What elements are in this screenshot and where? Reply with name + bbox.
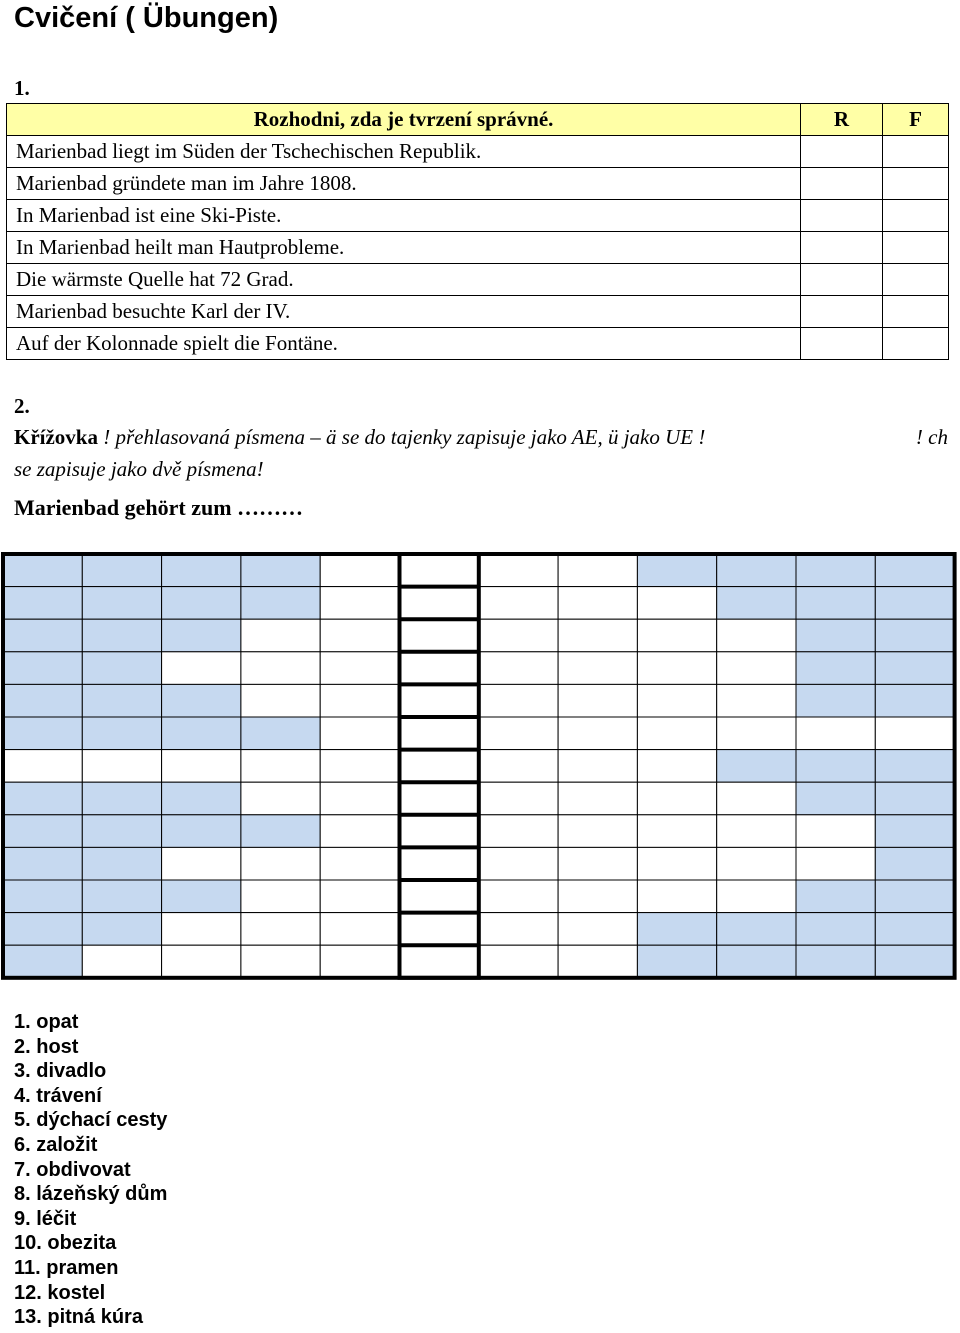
- statement: Marienbad besuchte Karl der IV.: [7, 296, 801, 328]
- crossword-cell[interactable]: [479, 587, 558, 620]
- table-row: [7, 200, 949, 232]
- crossword-cell[interactable]: [320, 619, 399, 652]
- crossword-cell[interactable]: [241, 619, 320, 652]
- crossword-cell[interactable]: [637, 684, 716, 717]
- crossword-cell[interactable]: [558, 782, 637, 815]
- statement: Die wärmste Quelle hat 72 Grad.: [7, 264, 801, 296]
- crossword-cell-shaded: [875, 945, 954, 978]
- clue-list: [14, 1010, 167, 1330]
- clue-item: 3. divadlo: [14, 1060, 107, 1083]
- crossword-cell-shaded: [3, 587, 82, 620]
- crossword-cell[interactable]: [558, 619, 637, 652]
- answer-cell-f[interactable]: [883, 232, 949, 264]
- clue-item: 12. kostel: [14, 1281, 106, 1304]
- instruction-two-letters-note: se zapisuje jako dvě písmena!: [14, 457, 264, 481]
- crossword-cell-shaded: [796, 619, 875, 652]
- answer-cell-f[interactable]: [883, 328, 949, 360]
- crossword-cell-shaded: [875, 652, 954, 685]
- crossword-cell-shaded: [241, 815, 320, 848]
- crossword-title: Křížovka: [14, 425, 98, 449]
- clue-item: 2. host: [14, 1035, 79, 1058]
- crossword-cell-shaded: [241, 587, 320, 620]
- crossword-cell[interactable]: [637, 880, 716, 913]
- crossword-cell-shaded: [241, 717, 320, 750]
- crossword-cell-shaded: [3, 880, 82, 913]
- crossword-cell[interactable]: [717, 619, 796, 652]
- crossword-cell[interactable]: [637, 847, 716, 880]
- table-row: [7, 264, 949, 296]
- crossword-cell-shaded: [875, 554, 954, 587]
- crossword-cell[interactable]: [320, 815, 399, 848]
- crossword-cell[interactable]: [717, 815, 796, 848]
- crossword-cell[interactable]: [796, 815, 875, 848]
- table-row: [7, 232, 949, 264]
- crossword-cell[interactable]: [558, 684, 637, 717]
- table-header-row: [7, 104, 949, 136]
- crossword-cell[interactable]: [637, 619, 716, 652]
- crossword-cell[interactable]: [241, 684, 320, 717]
- answer-cell-r[interactable]: [801, 296, 883, 328]
- crossword-cell-shaded: [3, 619, 82, 652]
- crossword-cell-shaded: [3, 652, 82, 685]
- crossword-cell[interactable]: [241, 913, 320, 946]
- crossword-cell-shaded: [162, 619, 241, 652]
- answer-cell-f[interactable]: [883, 264, 949, 296]
- crossword-cell[interactable]: [558, 717, 637, 750]
- clue-item: 4. trávení: [14, 1084, 102, 1107]
- clue-item: 11. pramen: [14, 1256, 119, 1279]
- exercise-1-number: 1.: [14, 76, 30, 100]
- crossword-cell-shaded: [637, 945, 716, 978]
- table-row: [7, 296, 949, 328]
- answer-cell-r[interactable]: [801, 168, 883, 200]
- crossword-cell[interactable]: [796, 717, 875, 750]
- crossword-cell-shaded: [3, 684, 82, 717]
- crossword-cell[interactable]: [400, 782, 479, 815]
- crossword-cell-shaded: [82, 847, 161, 880]
- crossword-cell[interactable]: [637, 652, 716, 685]
- answer-cell-f[interactable]: [883, 200, 949, 232]
- answer-cell-r[interactable]: [801, 136, 883, 168]
- statement: Marienbad liegt im Süden der Tschechischen Republik.: [7, 136, 801, 168]
- crossword-cell[interactable]: [400, 619, 479, 652]
- clue-item: 6. založit: [14, 1133, 98, 1156]
- crossword-cell-shaded: [875, 684, 954, 717]
- crossword-cell[interactable]: [479, 847, 558, 880]
- crossword-cell-shaded: [162, 554, 241, 587]
- crossword-cell[interactable]: [479, 750, 558, 783]
- exercise-2-number: 2.: [14, 394, 30, 418]
- crossword-cell[interactable]: [241, 652, 320, 685]
- crossword-cell[interactable]: [82, 750, 161, 783]
- crossword-cell-shaded: [3, 554, 82, 587]
- clue-item: 10. obezita: [14, 1232, 117, 1255]
- crossword-cell[interactable]: [3, 750, 82, 783]
- column-header-r: R: [801, 104, 883, 136]
- true-false-table: [6, 103, 949, 360]
- crossword-cell[interactable]: [162, 847, 241, 880]
- answer-cell-f[interactable]: [883, 296, 949, 328]
- crossword-cell[interactable]: [241, 880, 320, 913]
- crossword-cell[interactable]: [320, 684, 399, 717]
- statement: In Marienbad ist eine Ski-Piste.: [7, 200, 801, 232]
- crossword-cell[interactable]: [558, 554, 637, 587]
- crossword-cell[interactable]: [479, 815, 558, 848]
- crossword-cell-shaded: [162, 684, 241, 717]
- crossword-cell[interactable]: [320, 652, 399, 685]
- crossword-cell[interactable]: [717, 684, 796, 717]
- crossword-cell[interactable]: [400, 717, 479, 750]
- crossword-cell-shaded: [796, 750, 875, 783]
- clue-item: 7. obdivovat: [14, 1158, 131, 1181]
- crossword-cell[interactable]: [162, 750, 241, 783]
- crossword-cell-shaded: [717, 750, 796, 783]
- crossword-cell[interactable]: [558, 847, 637, 880]
- crossword-cell-shaded: [3, 815, 82, 848]
- solution-prompt: Marienbad gehört zum ………: [14, 495, 304, 520]
- crossword-cell[interactable]: [558, 587, 637, 620]
- crossword-cell-shaded: [82, 913, 161, 946]
- crossword-cell[interactable]: [82, 945, 161, 978]
- crossword-cell-shaded: [162, 782, 241, 815]
- crossword-cell-shaded: [162, 717, 241, 750]
- crossword-cell-shaded: [796, 554, 875, 587]
- crossword-cell-shaded: [3, 913, 82, 946]
- crossword-cell[interactable]: [558, 945, 637, 978]
- crossword-cell-shaded: [796, 587, 875, 620]
- crossword-cell[interactable]: [400, 913, 479, 946]
- instruction-umlaut-note: ! přehlasovaná písmena – ä se do tajenky zapisuje jako AE, ü jako UE !: [103, 425, 706, 449]
- crossword-cell[interactable]: [241, 750, 320, 783]
- crossword-cell[interactable]: [558, 880, 637, 913]
- crossword-cell[interactable]: [241, 945, 320, 978]
- crossword-cell[interactable]: [479, 782, 558, 815]
- crossword-cell[interactable]: [479, 913, 558, 946]
- crossword-cell[interactable]: [162, 945, 241, 978]
- crossword-cell[interactable]: [241, 847, 320, 880]
- crossword-cell[interactable]: [320, 945, 399, 978]
- answer-cell-r[interactable]: [801, 232, 883, 264]
- crossword-cell[interactable]: [400, 554, 479, 587]
- crossword-cell-shaded: [162, 815, 241, 848]
- crossword-cell-shaded: [82, 554, 161, 587]
- crossword-cell[interactable]: [479, 684, 558, 717]
- crossword-cell-shaded: [796, 652, 875, 685]
- table-header-instruction: Rozhodni, zda je tvrzení správné.: [7, 104, 801, 136]
- answer-cell-r[interactable]: [801, 200, 883, 232]
- crossword-cell[interactable]: [637, 750, 716, 783]
- crossword-cell[interactable]: [400, 815, 479, 848]
- crossword-cell[interactable]: [479, 945, 558, 978]
- crossword-cell-shaded: [875, 913, 954, 946]
- crossword-cell-shaded: [875, 619, 954, 652]
- crossword-cell-shaded: [717, 587, 796, 620]
- crossword-cell-shaded: [796, 913, 875, 946]
- crossword-cell-shaded: [82, 782, 161, 815]
- statement: Auf der Kolonnade spielt die Fontäne.: [7, 328, 801, 360]
- crossword-cell-shaded: [796, 684, 875, 717]
- crossword-cell[interactable]: [320, 782, 399, 815]
- clue-item: 8. lázeňský dům: [14, 1183, 168, 1206]
- crossword-cell-shaded: [241, 554, 320, 587]
- answer-cell-r[interactable]: [801, 328, 883, 360]
- crossword-cell[interactable]: [717, 652, 796, 685]
- table-row: [7, 168, 949, 200]
- crossword-cell[interactable]: [320, 847, 399, 880]
- crossword-cell[interactable]: [400, 750, 479, 783]
- crossword-cell-shaded: [637, 554, 716, 587]
- table-row: [7, 136, 949, 168]
- crossword-cell-shaded: [796, 880, 875, 913]
- crossword-cell[interactable]: [796, 847, 875, 880]
- crossword-cell[interactable]: [637, 717, 716, 750]
- crossword-cell-shaded: [162, 587, 241, 620]
- crossword-cell-shaded: [875, 750, 954, 783]
- crossword-cell[interactable]: [637, 587, 716, 620]
- crossword-cell-shaded: [3, 782, 82, 815]
- crossword-cell[interactable]: [400, 847, 479, 880]
- crossword-cell[interactable]: [717, 880, 796, 913]
- crossword-cell[interactable]: [479, 619, 558, 652]
- crossword-cell[interactable]: [320, 913, 399, 946]
- crossword-cell[interactable]: [400, 587, 479, 620]
- crossword-cell[interactable]: [400, 652, 479, 685]
- answer-cell-r[interactable]: [801, 264, 883, 296]
- answer-cell-f[interactable]: [883, 136, 949, 168]
- crossword-cell[interactable]: [558, 913, 637, 946]
- crossword-cell[interactable]: [320, 750, 399, 783]
- crossword-grid: [0, 548, 960, 988]
- crossword-cell[interactable]: [558, 652, 637, 685]
- crossword-cell-shaded: [3, 945, 82, 978]
- crossword-cell[interactable]: [479, 554, 558, 587]
- crossword-cell[interactable]: [320, 554, 399, 587]
- crossword-cell-shaded: [875, 782, 954, 815]
- crossword-cell[interactable]: [717, 847, 796, 880]
- crossword-cell-shaded: [3, 717, 82, 750]
- clue-item: 5. dýchací cesty: [14, 1109, 168, 1132]
- crossword-cell[interactable]: [320, 880, 399, 913]
- crossword-cell-shaded: [82, 684, 161, 717]
- crossword-cell[interactable]: [479, 880, 558, 913]
- instruction-ch-note: ! ch: [915, 425, 948, 449]
- crossword-cell[interactable]: [320, 587, 399, 620]
- crossword-cell[interactable]: [558, 750, 637, 783]
- crossword-cell-shaded: [875, 847, 954, 880]
- crossword-cell[interactable]: [400, 945, 479, 978]
- crossword-cell-shaded: [3, 847, 82, 880]
- crossword-cell[interactable]: [400, 880, 479, 913]
- crossword-cell-shaded: [796, 782, 875, 815]
- crossword-cell-shaded: [875, 587, 954, 620]
- crossword-cell-shaded: [82, 815, 161, 848]
- crossword-cell-shaded: [875, 815, 954, 848]
- crossword-cell-shaded: [82, 717, 161, 750]
- statement: In Marienbad heilt man Hautprobleme.: [7, 232, 801, 264]
- crossword-cell-shaded: [82, 587, 161, 620]
- crossword-cell[interactable]: [479, 652, 558, 685]
- crossword-cell[interactable]: [637, 782, 716, 815]
- crossword-cell-shaded: [162, 880, 241, 913]
- crossword-cell[interactable]: [717, 782, 796, 815]
- crossword-cell[interactable]: [162, 913, 241, 946]
- crossword-cell[interactable]: [875, 717, 954, 750]
- crossword-cell[interactable]: [162, 652, 241, 685]
- crossword-cell-shaded: [637, 913, 716, 946]
- clue-item: 1. opat: [14, 1011, 79, 1033]
- crossword-cell-shaded: [82, 619, 161, 652]
- column-header-f: F: [883, 104, 949, 136]
- page-title: Cvičení ( Übungen): [14, 2, 279, 34]
- crossword-cell-shaded: [875, 880, 954, 913]
- crossword-cell-shaded: [82, 652, 161, 685]
- crossword-cell[interactable]: [637, 815, 716, 848]
- crossword-cell-shaded: [82, 880, 161, 913]
- crossword-cell-shaded: [717, 913, 796, 946]
- crossword-cell[interactable]: [558, 815, 637, 848]
- clue-item: 13. pitná kúra: [14, 1306, 143, 1329]
- table-row: [7, 328, 949, 360]
- crossword-cell-shaded: [717, 945, 796, 978]
- statement: Marienbad gründete man im Jahre 1808.: [7, 168, 801, 200]
- crossword-cell-shaded: [717, 554, 796, 587]
- crossword-cell-shaded: [796, 945, 875, 978]
- crossword-cell[interactable]: [241, 782, 320, 815]
- crossword-instruction: [14, 421, 948, 485]
- crossword-cell[interactable]: [400, 684, 479, 717]
- crossword-cell[interactable]: [479, 717, 558, 750]
- crossword-cell[interactable]: [320, 717, 399, 750]
- clue-item: 9. léčit: [14, 1207, 77, 1230]
- answer-cell-f[interactable]: [883, 168, 949, 200]
- crossword-cell[interactable]: [717, 717, 796, 750]
